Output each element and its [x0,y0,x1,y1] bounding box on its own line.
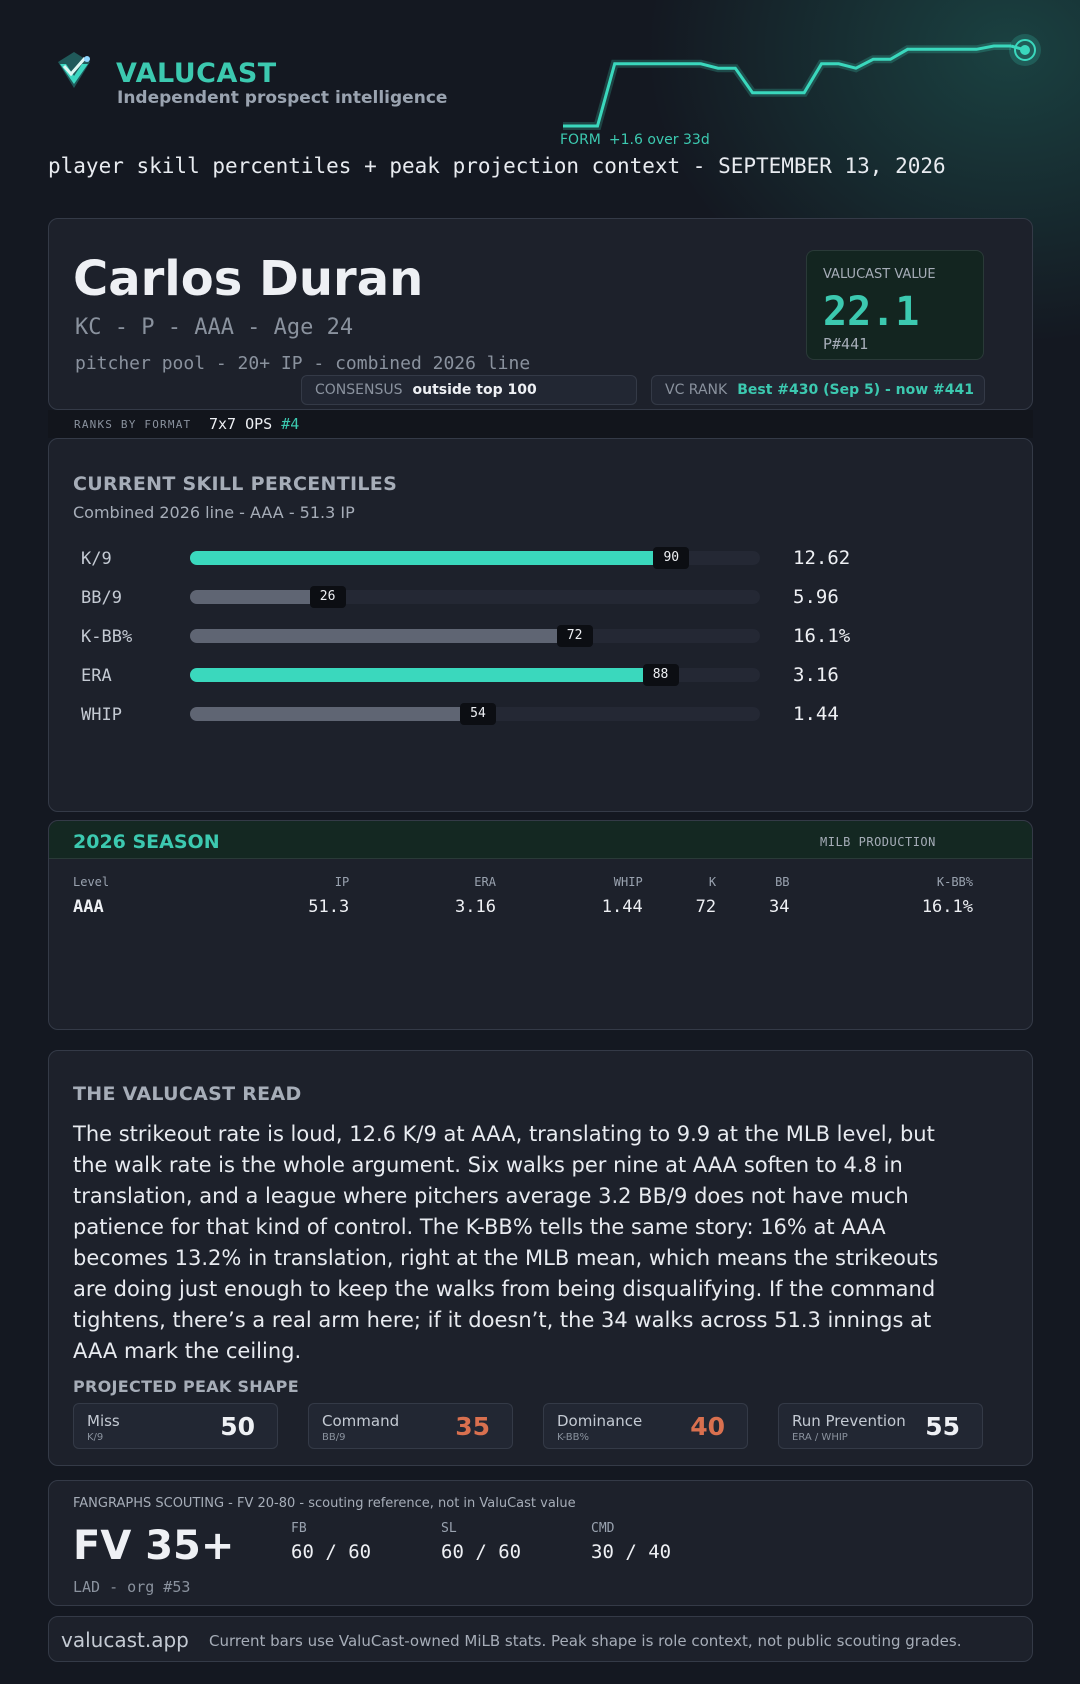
tool-label: CMD [591,1521,615,1536]
percentile-badge: 90 [653,547,689,569]
season-col-header: K-BB% [936,875,973,889]
read-text: The strikeout rate is loud, 12.6 K/9 at AAA, translating to 9.9 at the MLB level, but the walk rate is the whole argument. Six walks per nine at AAA soften to 4.8 in translation, and a league where pitchers average 3.2 BB/9 does not have much patience for that kind of control. The K-BB% tells the same story: 16% at AAA becomes 13.2% in translation, right at the MLB mean, which means the strikeouts are doing just enough to keep the walks from being disqualifying. If the command tightens, there’s a real arm here; if it doesn’t, the 34 walks across 51.3 innings at AAA mark the ceiling. [73,1122,939,1363]
percentile-value: 12.62 [793,547,851,569]
scouting-tool [591,1521,671,1563]
player-card [48,218,1033,410]
scouting-tool [291,1521,371,1563]
percentile-badge: 54 [460,703,496,725]
tool-label: FB [291,1521,307,1536]
season-cell: 34 [769,897,790,917]
season-cell: 16.1% [921,897,973,917]
read-title: THE VALUCAST READ [73,1083,302,1105]
peak-shape-box [308,1403,513,1449]
ranks-format: 7x7 OPS [209,415,273,433]
percentile-track [190,551,760,565]
season-tag: MILB PRODUCTION [820,835,936,849]
percentiles-title: CURRENT SKILL PERCENTILES [73,473,398,495]
value-label: VALUCAST VALUE [823,267,936,282]
peak-shape-label: Dominance [557,1412,643,1430]
percentile-bar [190,629,577,643]
tool-grade: 60 / 60 [441,1541,522,1563]
scouting-tool [441,1521,521,1563]
tool-label: SL [441,1521,457,1536]
peak-shape-sub: ERA / WHIP [792,1432,848,1443]
season-col-header: ERA [474,875,496,889]
season-table [73,875,973,917]
percentile-value: 16.1% [793,625,851,647]
consensus-label: CONSENSUS [315,382,403,398]
ranks-rank: #4 [281,415,300,433]
peak-shape-label: Command [322,1412,400,1430]
season-col-header: IP [334,875,350,889]
season-cell: 3.16 [455,897,496,917]
percentile-label: ERA [81,666,112,686]
season-card [48,820,1033,1030]
form-label [560,132,710,148]
peak-shape-label: Run Prevention [792,1412,906,1430]
percentile-badge: 26 [310,586,346,608]
peak-shape-value: 35 [455,1412,490,1441]
brand-tagline: Independent prospect intelligence [117,88,448,108]
season-cell: 1.44 [601,897,643,917]
percentile-bar [190,551,673,565]
form-label-text: FORM [560,132,601,148]
brand-name: VALUCAST [116,58,277,89]
percentile-value: 3.16 [793,664,839,686]
tool-grade: 60 / 60 [291,1541,372,1563]
ranks-value [209,415,299,433]
player-meta: KC - P - AAA - Age 24 [75,315,354,340]
vc-rank-pill [651,375,985,405]
ranks-by-format [48,410,1033,438]
percentile-track [190,590,760,604]
form-line-glow [563,46,1011,126]
percentile-bar [190,590,330,604]
peak-shape-box [778,1403,983,1449]
peak-shape-value: 50 [220,1412,255,1441]
percentile-row [49,660,1034,690]
footer-site-link[interactable]: valucast.app [61,1628,189,1652]
form-line [563,46,1011,126]
percentile-row [49,699,1034,729]
percentile-value: 5.96 [793,586,839,608]
percentile-value: 1.44 [793,703,839,725]
season-cell: 51.3 [308,897,350,917]
percentile-label: K-BB% [81,627,133,647]
percentiles-subtitle: Combined 2026 line - AAA - 51.3 IP [73,503,355,522]
percentile-badge: 88 [643,664,679,686]
scouting-header: FANGRAPHS SCOUTING - FV 20-80 - scouting reference, not in ValuCast value [73,1496,576,1511]
consensus-pill [301,375,637,405]
percentile-row [49,621,1034,651]
peak-shape-label: Miss [87,1412,120,1430]
peak-shape-box [73,1403,278,1449]
percentile-track [190,629,760,643]
season-title: 2026 SEASON [73,831,220,853]
form-trend-chart [555,30,1045,140]
percentile-row [49,543,1034,573]
player-name: Carlos Duran [73,251,424,307]
percentile-label: K/9 [81,549,112,569]
skill-percentiles-card [48,438,1033,812]
page-subtitle: player skill percentiles + peak projection context - SEPTEMBER 13, 2026 [48,154,946,178]
percentile-label: BB/9 [81,588,122,608]
season-table-header [73,875,973,897]
form-delta: +1.6 over 33d [608,132,710,148]
tool-grade: 30 / 40 [591,1541,672,1563]
org-rank: LAD - org #53 [73,1578,191,1596]
vc-rank-label: VC RANK [665,382,728,398]
season-col-header: Level [73,875,110,889]
scouting-card [48,1480,1033,1606]
valucast-value-box [806,250,984,360]
season-col-header: K [708,875,717,889]
valucast-read-card [48,1050,1033,1466]
value-rank: P#441 [823,335,869,353]
percentile-label: WHIP [81,705,122,725]
percentile-track [190,668,760,682]
percentile-badge: 72 [557,625,593,647]
percentile-bar [190,707,480,721]
peak-shape-value: 40 [690,1412,725,1441]
season-cell: AAA [73,897,104,917]
peak-shape-value: 55 [925,1412,960,1441]
peak-shape-title: PROJECTED PEAK SHAPE [73,1377,299,1396]
peak-shape-box [543,1403,748,1449]
ranks-label: RANKS BY FORMAT [74,418,192,431]
value-number: 22.1 [823,289,920,335]
season-header [49,821,1032,859]
percentile-bar [190,668,663,682]
peak-shape-sub: K/9 [87,1432,104,1443]
table-row [73,897,973,917]
percentile-track [190,707,760,721]
season-col-header: WHIP [613,875,643,889]
season-col-header: BB [775,875,790,889]
valucast-logo-icon [54,50,94,90]
footer-note: Current bars use ValuCast-owned MiLB stats. Peak shape is role context, not public scouting grades. [209,1632,962,1650]
percentile-row [49,582,1034,612]
consensus-value: outside top 100 [412,382,537,398]
vc-rank-value: Best #430 (Sep 5) - now #441 [737,382,975,398]
peak-shape-sub: K-BB% [557,1432,589,1443]
peak-shape-sub: BB/9 [322,1432,346,1443]
season-cell: 72 [695,897,717,917]
player-pool: pitcher pool - 20+ IP - combined 2026 line [75,353,531,374]
future-value: FV 35+ [73,1523,235,1569]
footer [48,1616,1033,1662]
